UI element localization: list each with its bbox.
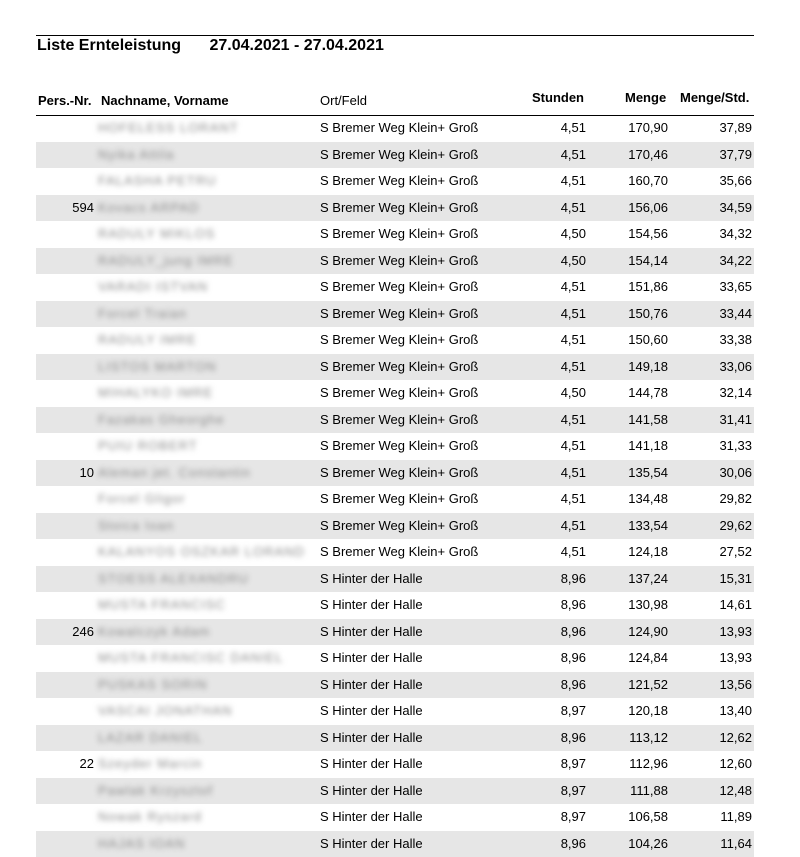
name-cell: VASCAI JONATHAN: [98, 703, 232, 718]
table-row: [36, 380, 754, 407]
menge-std-cell: 13,93: [719, 624, 752, 639]
name-cell: PUIU ROBERT: [98, 438, 198, 453]
name-cell: Kowalczyk Adam: [98, 624, 210, 639]
pers-nr-cell: 10: [80, 465, 94, 480]
name-cell: PUSKAS SORIN: [98, 677, 208, 692]
stunden-cell: 8,96: [561, 730, 586, 745]
table-row: [36, 221, 754, 248]
pers-nr-cell: 594: [72, 200, 94, 215]
name-cell: Forcel Traian: [98, 306, 187, 321]
menge-std-cell: 31,41: [719, 412, 752, 427]
menge-std-cell: 13,93: [719, 650, 752, 665]
menge-cell: 111,88: [630, 783, 668, 798]
stunden-cell: 4,51: [561, 412, 586, 427]
ort-cell: S Bremer Weg Klein+ Groß: [320, 359, 478, 374]
ort-cell: S Hinter der Halle: [320, 703, 423, 718]
menge-std-cell: 33,44: [719, 306, 752, 321]
menge-std-cell: 12,60: [719, 756, 752, 771]
table-row: [36, 142, 754, 169]
table-row: [36, 645, 754, 672]
menge-cell: 130,98: [628, 597, 668, 612]
name-cell: Kovacs ARPAD: [98, 200, 199, 215]
name-cell: KALANYOS OSZKAR LORAND: [98, 544, 305, 559]
report-header: [37, 37, 384, 55]
menge-cell: 121,52: [628, 677, 668, 692]
name-cell: HAJAS IOAN: [98, 836, 185, 851]
menge-std-cell: 34,59: [719, 200, 752, 215]
table-row: [36, 592, 754, 619]
table-row: [36, 725, 754, 752]
harvest-table: [36, 115, 754, 857]
menge-std-cell: 15,31: [719, 571, 752, 586]
table-row: [36, 354, 754, 381]
pers-nr-cell: 246: [72, 624, 94, 639]
name-cell: MUSTA FRANCISC DANIEL: [98, 650, 283, 665]
table-row: [36, 698, 754, 725]
stunden-cell: 4,51: [561, 173, 586, 188]
ort-cell: S Bremer Weg Klein+ Groß: [320, 306, 478, 321]
stunden-cell: 8,96: [561, 836, 586, 851]
table-row: [36, 486, 754, 513]
ort-cell: S Hinter der Halle: [320, 730, 423, 745]
stunden-cell: 4,51: [561, 306, 586, 321]
name-cell: VARADI ISTVAN: [98, 279, 208, 294]
name-cell: Fazakas Gheorghe: [98, 412, 225, 427]
name-cell: Szeyder Marcin: [98, 756, 202, 771]
menge-cell: 151,86: [628, 279, 668, 294]
table-row: [36, 407, 754, 434]
stunden-cell: 8,97: [561, 809, 586, 824]
menge-cell: 144,78: [628, 385, 668, 400]
ort-cell: S Hinter der Halle: [320, 650, 423, 665]
name-cell: RADULY_jung IMRE: [98, 253, 234, 268]
ort-cell: S Bremer Weg Klein+ Groß: [320, 226, 478, 241]
menge-std-cell: 29,82: [719, 491, 752, 506]
name-cell: LAZAR DANIEL: [98, 730, 202, 745]
menge-std-cell: 31,33: [719, 438, 752, 453]
ort-cell: S Hinter der Halle: [320, 756, 423, 771]
table-row: [36, 301, 754, 328]
stunden-cell: 8,97: [561, 756, 586, 771]
menge-std-cell: 33,65: [719, 279, 752, 294]
menge-cell: 170,90: [628, 120, 668, 135]
table-row: [36, 115, 754, 142]
menge-std-cell: 14,61: [719, 597, 752, 612]
ort-cell: S Bremer Weg Klein+ Groß: [320, 518, 478, 533]
stunden-cell: 4,51: [561, 438, 586, 453]
ort-cell: S Bremer Weg Klein+ Groß: [320, 200, 478, 215]
column-header-pers-nr: Pers.-Nr.: [38, 93, 91, 108]
name-cell: RADULY MIKLOS: [98, 226, 215, 241]
name-cell: Pawlak Krzysztof: [98, 783, 213, 798]
stunden-cell: 4,51: [561, 359, 586, 374]
menge-cell: 106,58: [628, 809, 668, 824]
ort-cell: S Bremer Weg Klein+ Groß: [320, 465, 478, 480]
ort-cell: S Hinter der Halle: [320, 677, 423, 692]
stunden-cell: 8,97: [561, 783, 586, 798]
menge-std-cell: 33,06: [719, 359, 752, 374]
table-row: [36, 248, 754, 275]
stunden-cell: 4,51: [561, 279, 586, 294]
top-divider: [36, 35, 754, 36]
menge-cell: 137,24: [628, 571, 668, 586]
menge-std-cell: 30,06: [719, 465, 752, 480]
menge-std-cell: 12,62: [719, 730, 752, 745]
name-cell: LISTOS MARTON: [98, 359, 216, 374]
ort-cell: S Bremer Weg Klein+ Groß: [320, 491, 478, 506]
menge-cell: 156,06: [628, 200, 668, 215]
menge-cell: 141,58: [628, 412, 668, 427]
name-cell: Nyika Attila: [98, 147, 174, 162]
stunden-cell: 4,50: [561, 226, 586, 241]
stunden-cell: 4,51: [561, 518, 586, 533]
stunden-cell: 4,50: [561, 253, 586, 268]
ort-cell: S Bremer Weg Klein+ Groß: [320, 120, 478, 135]
ort-cell: S Bremer Weg Klein+ Groß: [320, 279, 478, 294]
table-row: [36, 619, 754, 646]
ort-cell: S Bremer Weg Klein+ Groß: [320, 385, 478, 400]
ort-cell: S Bremer Weg Klein+ Groß: [320, 438, 478, 453]
table-row: [36, 433, 754, 460]
stunden-cell: 8,96: [561, 677, 586, 692]
menge-std-cell: 13,56: [719, 677, 752, 692]
name-cell: Forcel Gligor: [98, 491, 185, 506]
column-header-stunden: Stunden: [532, 90, 584, 105]
table-row: [36, 804, 754, 831]
menge-std-cell: 12,48: [719, 783, 752, 798]
menge-cell: 112,96: [629, 756, 668, 771]
pers-nr-cell: 22: [80, 756, 94, 771]
name-cell: STOESS ALEXANDRU: [98, 571, 249, 586]
stunden-cell: 4,51: [561, 147, 586, 162]
ort-cell: S Hinter der Halle: [320, 809, 423, 824]
table-row: [36, 566, 754, 593]
stunden-cell: 4,51: [561, 465, 586, 480]
menge-std-cell: 37,79: [719, 147, 752, 162]
menge-cell: 141,18: [628, 438, 668, 453]
stunden-cell: 4,51: [561, 491, 586, 506]
ort-cell: S Bremer Weg Klein+ Groß: [320, 332, 478, 347]
ort-cell: S Hinter der Halle: [320, 571, 423, 586]
menge-cell: 133,54: [628, 518, 668, 533]
column-header-ort: Ort/Feld: [320, 93, 367, 108]
menge-std-cell: 27,52: [719, 544, 752, 559]
menge-std-cell: 33,38: [719, 332, 752, 347]
menge-cell: 120,18: [628, 703, 668, 718]
menge-std-cell: 29,62: [719, 518, 752, 533]
menge-cell: 113,12: [629, 730, 668, 745]
table-row: [36, 274, 754, 301]
stunden-cell: 8,96: [561, 571, 586, 586]
stunden-cell: 4,51: [561, 332, 586, 347]
menge-cell: 150,76: [628, 306, 668, 321]
stunden-cell: 4,51: [561, 200, 586, 215]
ort-cell: S Bremer Weg Klein+ Groß: [320, 544, 478, 559]
ort-cell: S Bremer Weg Klein+ Groß: [320, 412, 478, 427]
menge-cell: 150,60: [628, 332, 668, 347]
table-row: [36, 327, 754, 354]
ort-cell: S Hinter der Halle: [320, 597, 423, 612]
menge-cell: 124,18: [628, 544, 668, 559]
name-cell: FALASHA PETRU: [98, 173, 216, 188]
menge-cell: 134,48: [628, 491, 668, 506]
menge-cell: 124,84: [628, 650, 668, 665]
name-cell: RADULY IMRE: [98, 332, 197, 347]
stunden-cell: 4,51: [561, 544, 586, 559]
table-row: [36, 460, 754, 487]
menge-std-cell: 11,64: [720, 836, 752, 851]
menge-std-cell: 13,40: [719, 703, 752, 718]
table-row: [36, 778, 754, 805]
menge-cell: 160,70: [628, 173, 668, 188]
ort-cell: S Hinter der Halle: [320, 624, 423, 639]
ort-cell: S Bremer Weg Klein+ Groß: [320, 253, 478, 268]
stunden-cell: 4,51: [561, 120, 586, 135]
menge-cell: 170,46: [628, 147, 668, 162]
menge-std-cell: 11,89: [720, 809, 752, 824]
menge-cell: 154,56: [628, 226, 668, 241]
name-cell: Stoica Ioan: [98, 518, 174, 533]
menge-std-cell: 35,66: [719, 173, 752, 188]
menge-cell: 149,18: [628, 359, 668, 374]
ort-cell: S Bremer Weg Klein+ Groß: [320, 147, 478, 162]
menge-std-cell: 37,89: [719, 120, 752, 135]
name-cell: MIHALYKO IMRE: [98, 385, 213, 400]
table-row: [36, 539, 754, 566]
stunden-cell: 8,96: [561, 597, 586, 612]
menge-cell: 135,54: [628, 465, 668, 480]
table-row: [36, 831, 754, 857]
ort-cell: S Bremer Weg Klein+ Groß: [320, 173, 478, 188]
ort-cell: S Hinter der Halle: [320, 783, 423, 798]
stunden-cell: 8,96: [561, 650, 586, 665]
table-row: [36, 513, 754, 540]
name-cell: MUSTA FRANCISC: [98, 597, 226, 612]
report-title: Liste Ernteleistung: [37, 37, 181, 54]
stunden-cell: 4,50: [561, 385, 586, 400]
stunden-cell: 8,97: [561, 703, 586, 718]
name-cell: Aleman jet. Constantin: [98, 465, 251, 480]
menge-cell: 104,26: [628, 836, 668, 851]
column-header-menge: Menge: [625, 90, 666, 105]
menge-cell: 124,90: [628, 624, 668, 639]
ort-cell: S Hinter der Halle: [320, 836, 423, 851]
table-row: [36, 672, 754, 699]
name-cell: Nowak Ryszard: [98, 809, 202, 824]
table-row: [36, 195, 754, 222]
table-row: [36, 751, 754, 778]
menge-std-cell: 34,22: [719, 253, 752, 268]
name-cell: HOFELESS LORANT: [98, 120, 239, 135]
column-header-menge-std: Menge/Std.: [680, 90, 749, 105]
stunden-cell: 8,96: [561, 624, 586, 639]
menge-std-cell: 32,14: [719, 385, 752, 400]
table-row: [36, 168, 754, 195]
menge-std-cell: 34,32: [719, 226, 752, 241]
report-date-range: 27.04.2021 - 27.04.2021: [209, 37, 383, 54]
column-header-name: Nachname, Vorname: [101, 93, 229, 108]
menge-cell: 154,14: [628, 253, 668, 268]
